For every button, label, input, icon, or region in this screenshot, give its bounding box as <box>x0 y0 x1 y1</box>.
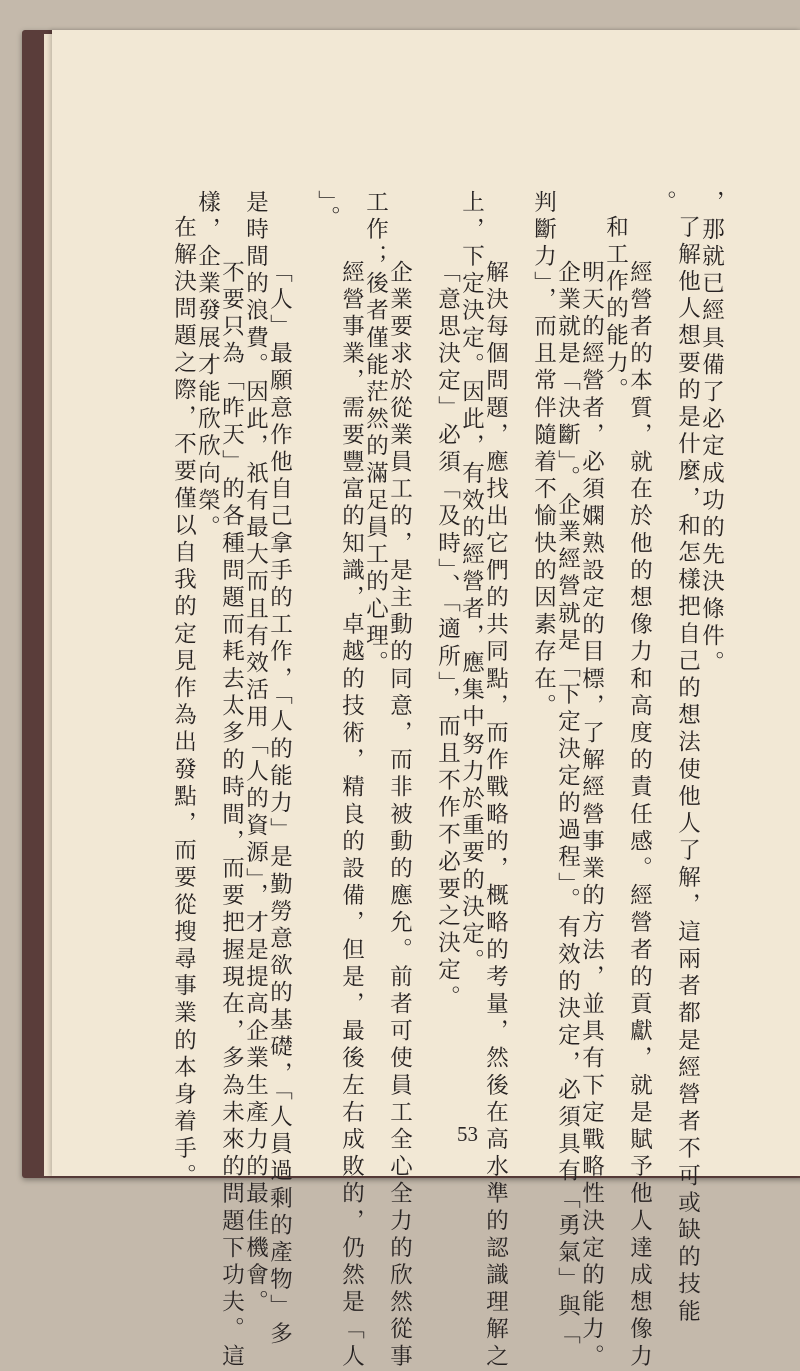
text-column-1: ，那就已經具備了必定成功的先決條件。 <box>698 190 725 678</box>
text-column-19: 樣，企業發展才能欣欣向榮。 <box>194 190 221 543</box>
text-column-9: 解決每個問題，應找出它們的共同點，而作戰略的，概略的考量，然後在高水準的認識理解之 <box>482 260 509 1371</box>
text-column-16: 「人」最願意作他自己拿手的工作，「人的能力」是勤勞意欲的基礎，「人員過剩的產物」多 <box>266 260 293 1349</box>
text-column-11: 「意思決定」必須「及時」、「適所」，而且不作不必要之決定。 <box>434 260 461 1013</box>
text-column-14: 經營事業，需要豐富的知識，卓越的技術，精良的設備，但是，最後左右成敗的，仍然是「人 <box>338 260 365 1371</box>
text-column-20: 在解決問題之際，不要僅以自我的定見作為出發點，而要從搜尋事業的本身着手。 <box>170 215 197 1191</box>
text-column-15: 」。 <box>314 190 341 233</box>
text-column-17: 是時間的浪費。因此，祇有最大而且有效活用「人的資源」，才是提高企業生產力的最佳機會。 <box>242 190 269 1317</box>
text-column-5: 和工作的能力。 <box>602 215 629 405</box>
text-column-8: 判斷力」，而且常伴隨着不愉快的因素存在。 <box>530 190 557 721</box>
text-column-18: 不要只為「昨天」的各種問題而耗去太多的時間，而要把握現在，多為未來的問題下功夫。這 <box>218 260 245 1371</box>
text-column-13: 工作；後者僅能茫然的滿足員工的心理。 <box>362 190 389 678</box>
text-column-6: 明天的經營者，必須嫻熟設定的目標，了解經營事業的方法，並具有下定戰略性決定的能力。 <box>578 260 605 1371</box>
page-number: 53 <box>457 1122 478 1146</box>
text-column-3: 。 <box>650 190 677 218</box>
text-column-10: 上，下定決定。因此，有效的經營者，應集中努力於重要的決定。 <box>458 190 485 976</box>
text-column-12: 企業要求於從業員工的，是主動的同意，而非被動的應允。前者可使員工全心全力的欣然從事 <box>386 260 413 1371</box>
book-page <box>52 30 800 1371</box>
text-column-7: 企業就是「決斷」。企業經營就是「下定決定的過程」。有效的決定，必須具有「勇氣」與「 <box>554 260 581 1349</box>
text-column-4: 經營者的本質，就在於他的想像力和高度的責任感。經營者的貢獻，就是賦予他人達成想像力 <box>626 260 653 1371</box>
text-column-2: 了解他人想要的是什麼，和怎樣把自己的想法使他人了解，這兩者都是經營者不可或缺的技能 <box>674 215 701 1327</box>
